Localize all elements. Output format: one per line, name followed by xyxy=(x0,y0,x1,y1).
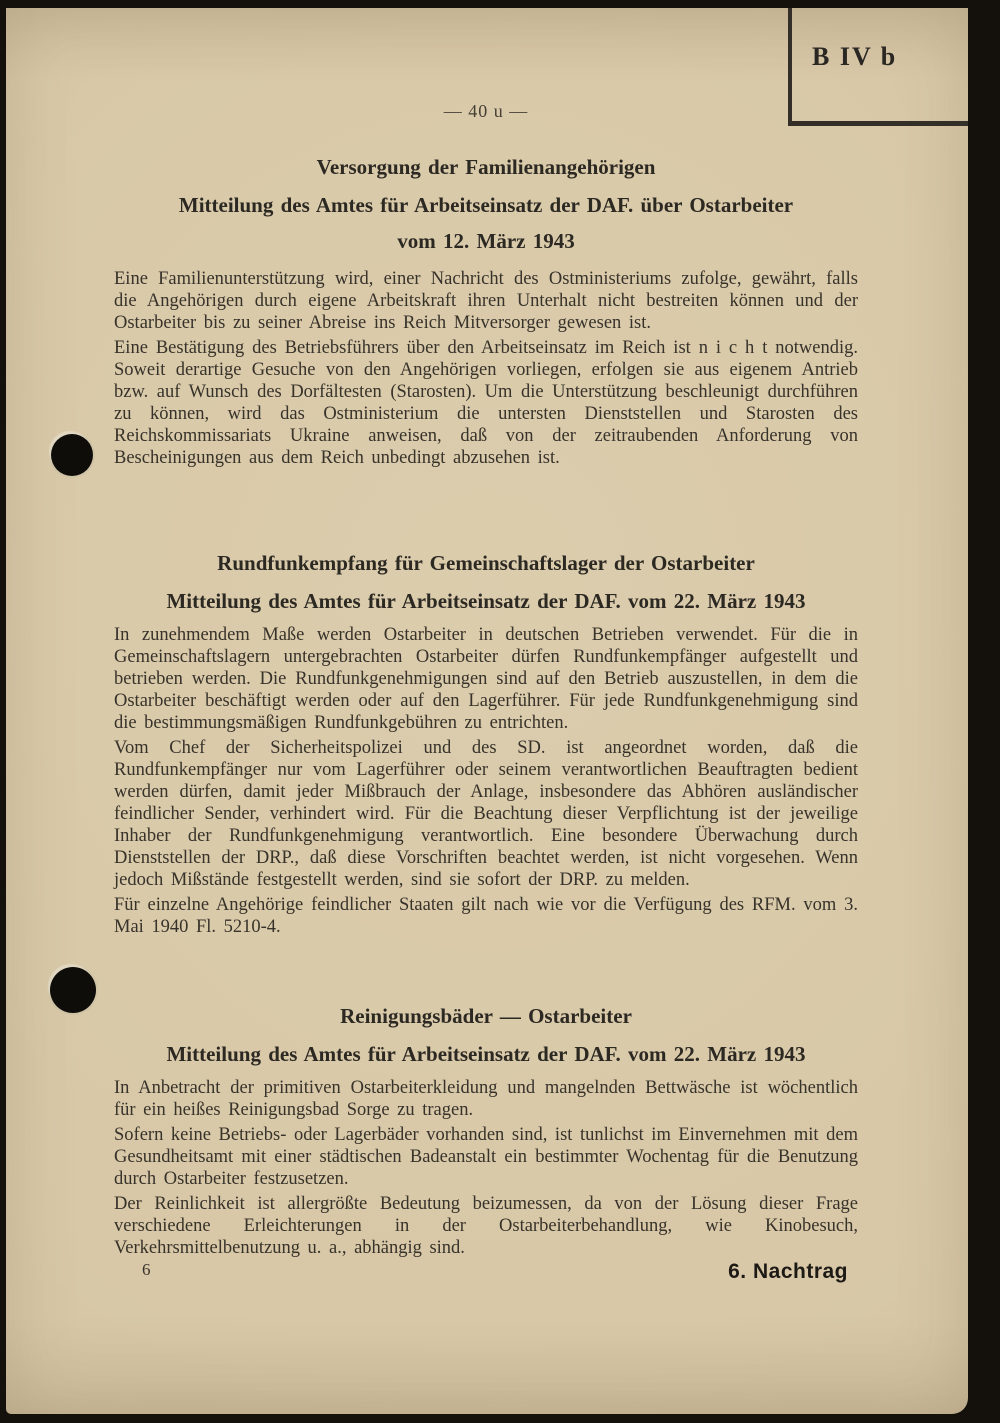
punch-hole-bottom xyxy=(50,967,96,1013)
article-reinigungsbaeder xyxy=(114,1003,858,1262)
section-subtitle: Mitteilung des Amtes für Arbeitseinsatz der DAF. über Ostarbeiter xyxy=(178,193,794,217)
paragraph: Eine Familienunterstützung wird, einer Nachricht des Ostministeriums zufolge, gewährt, falls die Angehörigen durch eigene Arbeitskraft ihren Unterhalt nicht bestreiten können und der Ostarbeiter bis zu seiner Abreise ins Reich Mitversorger gewesen ist. xyxy=(114,269,858,333)
article-rundfunkempfang xyxy=(114,550,858,941)
paragraph: In zunehmendem Maße werden Ostarbeiter in deutschen Betrieben verwendet. Für die in Gemeinschaftslagern untergebrachten Ostarbeiter dürfen Rundfunkempfänger aufgestellt und betrieben werden. Die Rundfunkgenehmigungen sind auf den Betrieb auszustellen, in dem die Ostarbeiter beschäftigt werden oder auf den Lagerführer. Für jede Rundfunkgenehmigung sind die bestimmungsmäßigen Rundfunkgebühren zu entrichten. xyxy=(114,625,858,733)
section-subtitle: Mitteilung des Amtes für Arbeitseinsatz der DAF. vom 22. März 1943 xyxy=(166,1042,806,1066)
article-versorgung xyxy=(114,154,858,472)
section-title: Reinigungsbäder — Ostarbeiter xyxy=(340,1004,632,1028)
section-subtitle: Mitteilung des Amtes für Arbeitseinsatz der DAF. vom 22. März 1943 xyxy=(166,589,806,613)
page-reference: — 40 u — xyxy=(443,101,529,121)
classification-label: B IV b xyxy=(812,42,898,71)
paragraph: Vom Chef der Sicherheitspolizei und des SD. ist angeordnet worden, daß die Rundfunkempfänger nur vom Lagerführer oder seinem verantwortlichen Beauftragten bedient werden dürfen, damit jeder Mißbrauch der Anlage, insbesondere das Abhören ausländischer feindlicher Sender, verhindert wird. Für die Beachtung dieser Verpflichtung ist der jeweilige Inhaber der Rundfunkgenehmigung verantwortlich. Eine besondere Überwachung durch Dienststellen der DRP., daß diese Vorschriften beachtet werden, ist nicht vorgesehen. Wenn jedoch Mißstände festgestellt werden, sind sie sofort der DRP. zu melden. xyxy=(114,738,858,890)
paragraph: Für einzelne Angehörige feindlicher Staaten gilt nach wie vor die Verfügung des RFM. vom 3. Mai 1940 Fl. 5210-4. xyxy=(114,895,858,937)
footer-page-number: 6 xyxy=(142,1260,151,1279)
section-dateline: vom 12. März 1943 xyxy=(397,229,575,253)
paragraph: Sofern keine Betriebs- oder Lagerbäder vorhanden sind, ist tunlichst im Einvernehmen mit dem Gesundheitsamt mit einer städtischen Badeanstalt ein bestimmter Wochentag für die Benutzung durch Ostarbeiter festzusetzen. xyxy=(114,1125,858,1189)
paragraph: Der Reinlichkeit ist allergrößte Bedeutung beizumessen, da von der Lösung dieser Frage verschiedene Erleichterungen in der Ostarbeiterbehandlung, wie Kinobesuch, Verkehrsmittelbenutzung u. a., abhängig sind. xyxy=(114,1194,858,1258)
paragraph: Eine Bestätigung des Betriebsführers über den Arbeitseinsatz im Reich ist n i c h t notwendig. Soweit derartige Gesuche von den Angehörigen vorliegen, erfolgen sie aus eigenem Antrieb bzw. auf Wunsch des Dorfältesten (Starosten). Um die Unterstützung beschleunigt durchführen zu können, wird das Ostministerium die untersten Dienststellen und Starosten des Reichskommissariats Ukraine anweisen, daß von der zeitraubenden Anforderung von Bescheinigungen aus dem Reich unbedingt abzusehen ist. xyxy=(114,338,858,468)
document-page xyxy=(6,8,968,1414)
paragraph: In Anbetracht der primitiven Ostarbeiterkleidung und mangelnden Bettwäsche ist wöchentlich für ein heißes Reinigungsbad Sorge zu tragen. xyxy=(114,1078,858,1120)
section-title: Versorgung der Familienangehörigen xyxy=(316,155,656,179)
punch-hole-top xyxy=(51,434,93,476)
section-title: Rundfunkempfang für Gemeinschaftslager der Ostarbeiter xyxy=(217,551,755,575)
footer-supplement: 6. Nachtrag xyxy=(728,1260,848,1283)
